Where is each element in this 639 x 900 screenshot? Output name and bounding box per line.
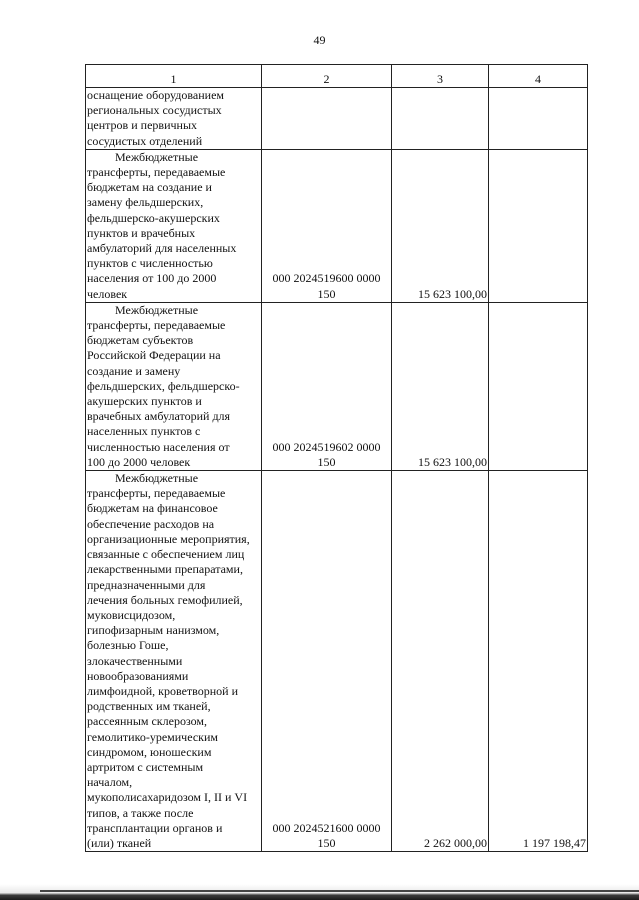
row-executed-cell [489, 302, 588, 470]
table-row [86, 149, 588, 302]
column-header-1: 1 [86, 65, 262, 88]
column-header-2: 2 [262, 65, 392, 88]
row-name-cell: Межбюджетные трансферты, передаваемые бюджетам субъектов Российской Федерации на создание и замену фельдшерских, фельдшерско- акушерских пунктов и врачебных амбулаторий для населенных пунктов с численностью населения от 100 до 2000 человек [86, 302, 262, 470]
row-amount-cell: 2 262 000,00 [392, 471, 489, 852]
row-code-cell: 000 2024521600 0000 150 [262, 471, 392, 852]
row-code-cell: 000 2024519600 0000 150 [262, 149, 392, 302]
row-name-cell: оснащение оборудованием региональных сосудистых центров и первичных сосудистых отделений [86, 88, 262, 150]
budget-transfers-table [85, 64, 588, 852]
table-row [86, 302, 588, 470]
row-name-cell: Межбюджетные трансферты, передаваемые бюджетам на создание и замену фельдшерских, фельдшерско-акушерских пунктов и врачебных амбулаторий для населенных пунктов с численностью населения от 100 до 2000 человек [86, 149, 262, 302]
column-header-3: 3 [392, 65, 489, 88]
row-code-cell [262, 88, 392, 150]
table-row [86, 471, 588, 852]
row-executed-cell: 1 197 198,47 [489, 471, 588, 852]
page-number: 49 [313, 33, 326, 47]
row-name-cell: Межбюджетные трансферты, передаваемые бюджетам на финансовое обеспечение расходов на организационные мероприятия, связанные с обеспечением лиц лекарственными препаратами, предназначенными для лечения больных гемофилией, муковисцидозом, гипофизарным нанизмом, болезнью Гоше, злокачественными новообразованиями лимфоидной, кроветворной и родственных им тканей, рассеянным склерозом, гемолитико-уремическим синдромом, юношеским артритом с системным началом, мукополисахаридозом I, II и VI типов, а также после трансплантации органов и (или) тканей [86, 471, 262, 852]
row-amount-cell: 15 623 100,00 [392, 302, 489, 470]
row-amount-cell: 15 623 100,00 [392, 149, 489, 302]
row-code-cell: 000 2024519602 0000 150 [262, 302, 392, 470]
row-executed-cell [489, 88, 588, 150]
table-header-row [86, 65, 588, 88]
row-amount-cell [392, 88, 489, 150]
row-executed-cell [489, 149, 588, 302]
scan-edge-line [40, 890, 639, 892]
table-row [86, 88, 588, 150]
column-header-4: 4 [489, 65, 588, 88]
scan-bottom-edge [0, 884, 639, 900]
